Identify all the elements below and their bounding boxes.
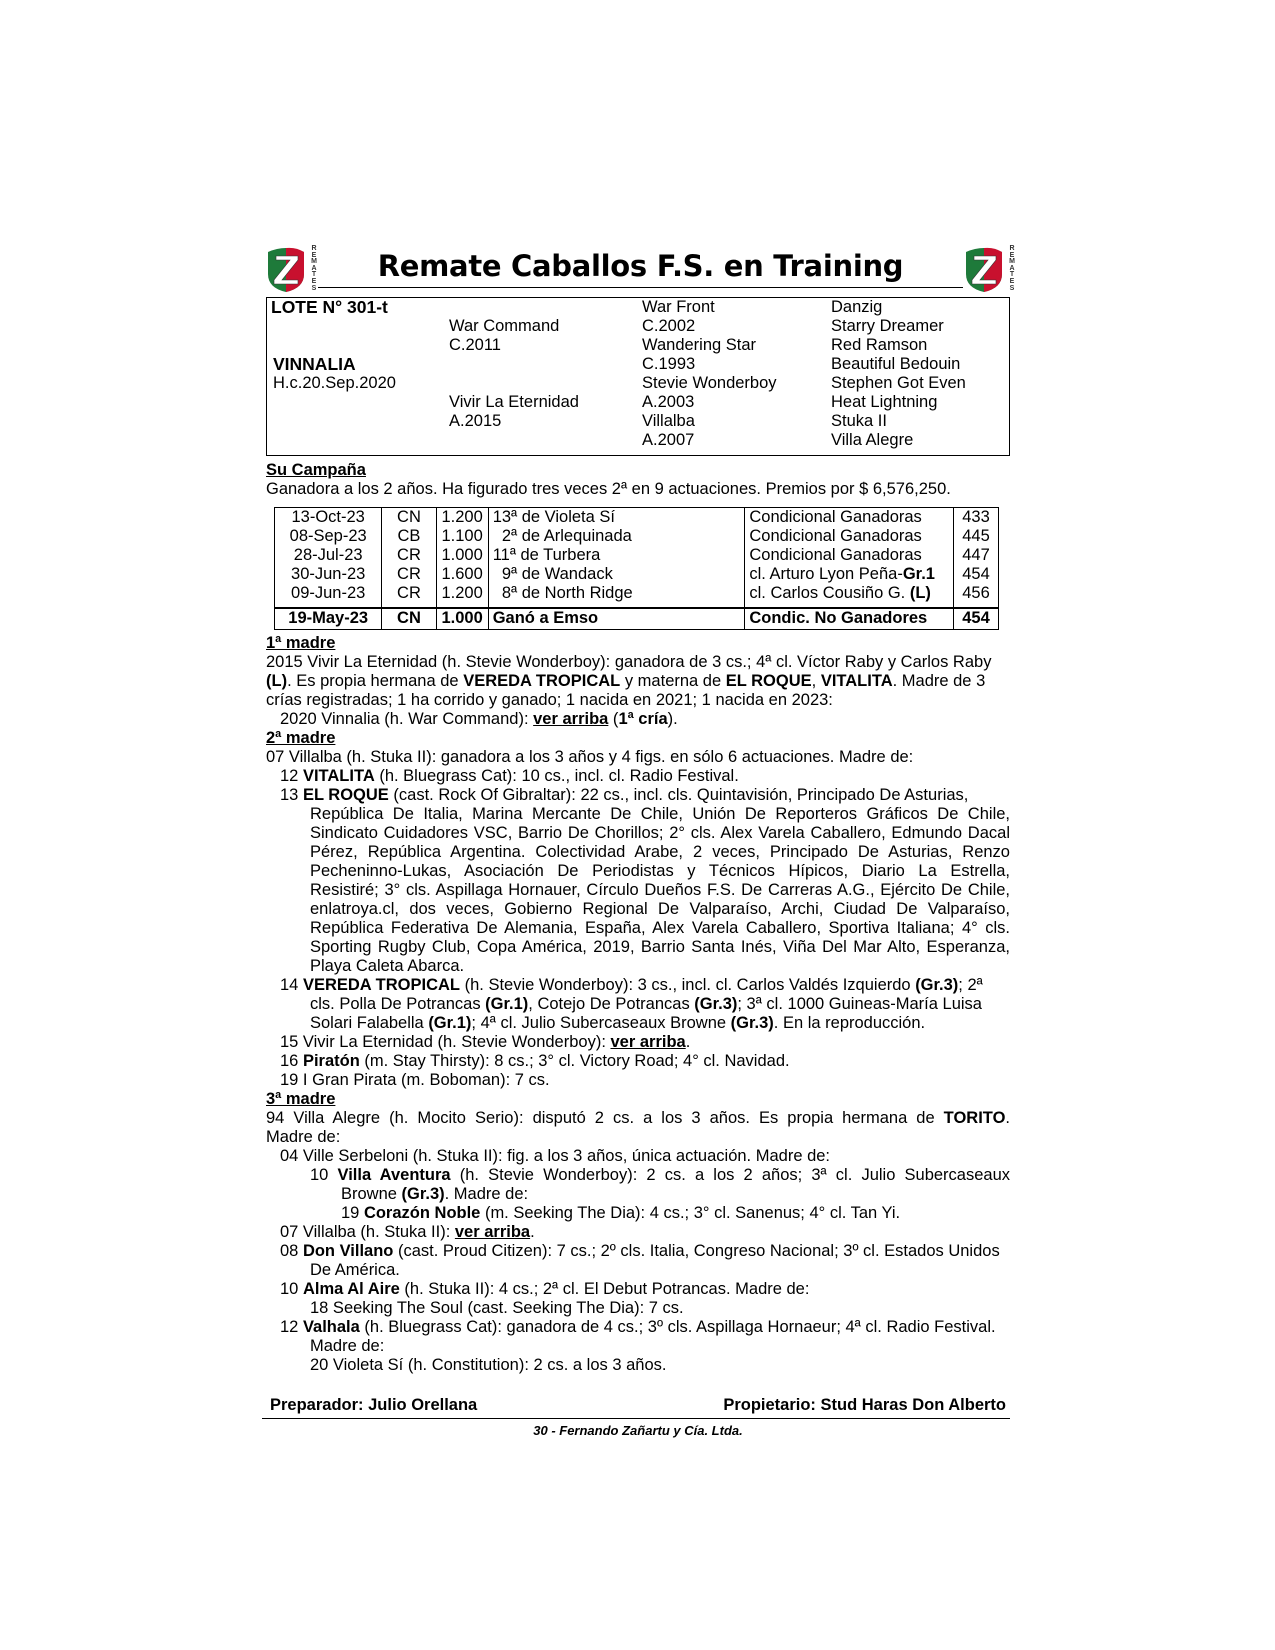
race-weight: 456 [953, 584, 998, 603]
produce-entry: 15 Vivir La Eternidad (h. Stevie Wonderboy): ver arriba. [280, 1033, 691, 1051]
race-distance: 1.200 [436, 584, 488, 603]
produce-entry: 20 Violeta Sí (h. Constitution): 2 cs. a los 3 años. [310, 1356, 667, 1374]
great-grandsire: Starry Dreamer [831, 317, 944, 335]
text-line: Playa Caleta Abarca. [310, 957, 465, 975]
race-name: cl. Arturo Lyon Peña- [749, 565, 903, 583]
horse-info: H.c.20.Sep.2020 [273, 374, 396, 392]
race-distance: 1.100 [436, 527, 488, 546]
race-distance: 1.200 [436, 508, 488, 528]
title-underline [318, 287, 963, 288]
great-grandsire: Beautiful Bedouin [831, 355, 961, 373]
owner: Propietario: Stud Haras Don Alberto [723, 1396, 1006, 1414]
page-footer: 30 - Fernando Zañartu y Cía. Ltda. [533, 1423, 743, 1438]
table-row [275, 546, 999, 565]
produce-entry: 04 Ville Serbeloni (h. Stuka II): fig. a los 3 años, única actuación. Madre de: [280, 1147, 831, 1165]
race-name: Condicional Ganadoras [745, 527, 954, 546]
footer-credits [266, 1396, 1010, 1415]
text-line: Sindicato Cuidadores VSC, Barrio De Chorillos; 2° cls. Alex Varela Caballero, Edmundo Dacal [310, 824, 1010, 842]
race-name-cell [745, 584, 954, 603]
text-line: 94 Villa Alegre (h. Mocito Serio): disputó 2 cs. a los 3 años. Es propia hermana de TORITO. [266, 1109, 1010, 1127]
race-date: 19-May-23 [275, 608, 382, 629]
race-distance: 1.000 [436, 546, 488, 565]
race-weight: 445 [953, 527, 998, 546]
produce-entry: 12 Valhala (h. Bluegrass Cat): ganadora de 4 cs.; 3º cls. Aspillaga Hornaeur; 4ª cl. Radio Festival. [280, 1318, 996, 1336]
race-result: 9ª de Wandack [488, 565, 745, 584]
produce-entry: 07 Villalba (h. Stuka II): ver arriba. [280, 1223, 535, 1241]
race-result: Ganó a Emso [488, 608, 745, 629]
section-heading: 3ª madre [266, 1090, 336, 1108]
table-row [275, 584, 999, 603]
campaign-heading: Su Campaña [266, 461, 366, 479]
text-line: 07 Villalba (h. Stuka II): ganadora a los 3 años y 4 figs. en sólo 6 actuaciones. Madre de: [266, 748, 914, 766]
text-line: Madre de: [310, 1337, 385, 1355]
race-date: 13-Oct-23 [275, 508, 382, 528]
race-date: 30-Jun-23 [275, 565, 382, 584]
text-line: Resistiré; 3° cls. Aspillaga Hornauer, Círculo Dueños F.S. De Carreras A.G., Ejército De Chile, [310, 881, 1010, 899]
great-grandsire: Heat Lightning [831, 393, 938, 411]
produce-entry: 10 Villa Aventura (h. Stevie Wonderboy): 2 cs. a los 2 años; 3ª cl. Julio Subercaseaux [310, 1166, 1011, 1184]
race-name: cl. Carlos Cousiño G. [749, 584, 910, 602]
grandsire-2-info: C.1993 [642, 355, 696, 373]
race-distance: 1.000 [436, 608, 488, 629]
logo-vertical-text: R E M A T E S [311, 245, 317, 292]
grandsire-4-info: A.2007 [642, 431, 695, 449]
text-line: (L). Es propia hermana de VEREDA TROPICAL y materna de EL ROQUE, VITALITA. Madre de 3 [266, 672, 986, 690]
great-grandsire: Villa Alegre [831, 431, 914, 449]
produce-entry: 19 I Gran Pirata (m. Boboman): 7 cs. [280, 1071, 550, 1089]
table-row [275, 565, 999, 584]
produce-entry: 18 Seeking The Soul (cast. Seeking The Dia): 7 cs. [310, 1299, 684, 1317]
second-dam-section [266, 729, 1010, 1090]
produce-entry: 19 Corazón Noble (m. Seeking The Dia): 4 cs.; 3° cl. Sanenus; 4° cl. Tan Yi. [341, 1204, 901, 1222]
section-heading: 1ª madre [266, 634, 336, 652]
race-weight: 454 [953, 565, 998, 584]
sire-info: C.2011 [449, 336, 501, 354]
text-line: Pérez, República Argentina. Colectividad Arabe, 2 veces, Principado De Asturias, Renzo [310, 843, 1010, 861]
produce-entry: 10 Alma Al Aire (h. Stuka II): 4 cs.; 2ª cl. El Debut Potrancas. Madre de: [280, 1280, 810, 1298]
race-name: Condic. No Ganadores [745, 608, 954, 629]
produce-entry: 08 Don Villano (cast. Proud Citizen): 7 cs.; 2º cls. Italia, Congreso Nacional; 3º cl. Estados Unidos [280, 1242, 1000, 1260]
race-track: CR [382, 565, 436, 584]
produce-entry: 12 VITALITA (h. Bluegrass Cat): 10 cs., incl. cl. Radio Festival. [280, 767, 739, 785]
grandsire-3-info: A.2003 [642, 393, 695, 411]
text-line: 2015 Vivir La Eternidad (h. Stevie Wonderboy): ganadora de 3 cs.; 4ª cl. Víctor Raby y Carlos Raby [266, 653, 992, 671]
text-line: Solari Falabella (Gr.1); 4ª cl. Julio Subercaseaux Browne (Gr.3). En la reproducción. [310, 1014, 926, 1032]
text-line: Pecheninno-Lukas, Asociación De Periodistas y Técnicos Hípicos, Diario La Estrella, [310, 862, 1010, 880]
race-weight: 454 [953, 608, 998, 629]
great-grandsire: Stephen Got Even [831, 374, 966, 392]
campaign-section [266, 461, 951, 499]
third-dam-section [266, 1090, 1010, 1375]
race-track: CN [382, 608, 436, 629]
campaign-summary: Ganadora a los 2 años. Ha figurado tres veces 2ª en 9 actuaciones. Premios por $ 6,576,250. [266, 480, 951, 498]
footer-rule [262, 1418, 1010, 1419]
logo-vertical-text: R E M A T E S [1009, 245, 1015, 292]
race-date: 08-Sep-23 [275, 527, 382, 546]
grandsire-2: Wandering Star [642, 336, 757, 354]
text-line: 2020 Vinnalia (h. War Command): ver arriba (1ª cría). [280, 710, 678, 728]
race-name: Condicional Ganadoras [745, 508, 954, 528]
grandsire-4: Villalba [642, 412, 695, 430]
horse-name: VINNALIA [273, 354, 356, 374]
dam-name: Vivir La Eternidad [449, 393, 579, 411]
race-name: Condicional Ganadoras [745, 546, 954, 565]
text-line: República De Italia, Marina Mercante De Chile, Unión De Reporteros Gráficos De Chile, [310, 805, 1010, 823]
race-result: 8ª de North Ridge [488, 584, 745, 603]
text-line: República Federativa De Alemania, España, Alex Varela Caballero, Sportiva Italiana; 4° cls. [310, 919, 1010, 937]
race-result: 13ª de Violeta Sí [488, 508, 745, 528]
text-line: crías registradas; 1 ha corrido y ganado; 1 nacida en 2021; 1 nacida en 2023: [266, 691, 833, 709]
race-track: CR [382, 546, 436, 565]
grandsire-1: War Front [642, 298, 715, 316]
zr-logo-left [264, 246, 318, 292]
great-grandsire: Danzig [831, 298, 883, 316]
lote-number: LOTE N° 301-t [271, 297, 388, 317]
race-result: 11ª de Turbera [488, 546, 745, 565]
race-weight: 433 [953, 508, 998, 528]
text-line: De América. [310, 1261, 400, 1279]
race-track: CR [382, 584, 436, 603]
text-line: enlatroya.cl, dos veces, Gobierno Regional De Valparaíso, Archi, Ciudad De Valparaíso, [310, 900, 1010, 918]
great-grandsire: Red Ramson [831, 336, 928, 354]
race-grade: (L) [909, 584, 931, 602]
text-line: Sporting Rugby Club, Copa América, 2019, Barrio Santa Inés, Viña Del Mar Alto, Esperanza, [310, 938, 1010, 956]
text-line: Browne (Gr.3). Madre de: [341, 1185, 529, 1203]
race-result: 2ª de Arlequinada [488, 527, 745, 546]
race-track: CB [382, 527, 436, 546]
table-row-win [275, 608, 999, 629]
grandsire-3: Stevie Wonderboy [642, 374, 777, 392]
campaign-table [274, 507, 999, 630]
text-line: cls. Polla De Potrancas (Gr.1), Cotejo De Potrancas (Gr.3); 3ª cl. 1000 Guineas-María Luisa [310, 995, 982, 1013]
sire-name: War Command [449, 317, 560, 335]
zr-logo-right [962, 246, 1016, 292]
race-distance: 1.600 [436, 565, 488, 584]
grandsire-1-info: C.2002 [642, 317, 696, 335]
race-weight: 447 [953, 546, 998, 565]
trainer: Preparador: Julio Orellana [270, 1396, 478, 1414]
race-track: CN [382, 508, 436, 528]
pedigree-box [266, 297, 1010, 456]
race-name-cell [745, 565, 954, 584]
race-grade: Gr.1 [902, 565, 935, 583]
text-line: Madre de: [266, 1128, 341, 1146]
dam-info: A.2015 [449, 412, 502, 430]
race-date: 28-Jul-23 [275, 546, 382, 565]
table-row [275, 508, 999, 528]
table-row [275, 527, 999, 546]
first-dam-section [266, 634, 1010, 729]
race-date: 09-Jun-23 [275, 584, 382, 603]
produce-entry: 13 EL ROQUE (cast. Rock Of Gibraltar): 22 cs., incl. cls. Quintavisión, Principado De Asturias, [280, 786, 969, 804]
great-grandsire: Stuka II [831, 412, 887, 430]
page-title: Remate Caballos F.S. en Training [377, 249, 904, 283]
produce-entry: 16 Piratón (m. Stay Thirsty): 8 cs.; 3° cl. Victory Road; 4° cl. Navidad. [280, 1052, 790, 1070]
produce-entry: 14 VEREDA TROPICAL (h. Stevie Wonderboy): 3 cs., incl. cl. Carlos Valdés Izquierdo (Gr.3); 2ª [280, 976, 983, 994]
section-heading: 2ª madre [266, 729, 336, 747]
